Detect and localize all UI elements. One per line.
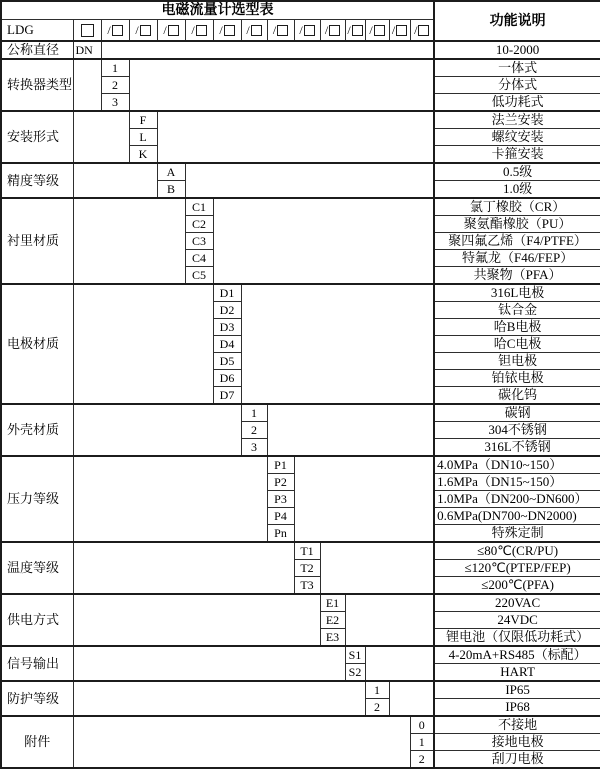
empty-box-icon: [418, 25, 429, 36]
option-description: 220VAC: [434, 594, 600, 612]
option-code: C3: [185, 233, 213, 250]
option-code: A: [157, 163, 185, 181]
option-code: E1: [320, 594, 345, 612]
option-description: 卡箍安装: [434, 146, 600, 164]
option-code: 2: [410, 751, 434, 769]
option-description: 钛合金: [434, 302, 600, 319]
option-description: 一体式: [434, 59, 600, 77]
empty-box-icon: [374, 25, 385, 36]
empty-cell: [157, 111, 434, 163]
model-code-cell: [73, 20, 101, 42]
option-description: ≤120℃(PTEP/FEP): [434, 560, 600, 577]
model-code-cell: /: [267, 20, 294, 42]
empty-cell: [267, 404, 434, 456]
option-description: 碳钢: [434, 404, 600, 422]
option-code: C5: [185, 267, 213, 285]
category-label: 供电方式: [1, 594, 73, 646]
empty-box-icon: [396, 25, 407, 36]
option-code: 2: [101, 77, 129, 94]
empty-box-icon: [81, 24, 94, 37]
category-label: 公称直径: [1, 41, 73, 59]
option-code: D1: [213, 284, 241, 302]
table-title: 电磁流量计选型表: [1, 1, 434, 20]
category-label: 温度等级: [1, 542, 73, 594]
empty-cell: [345, 594, 434, 646]
option-description: 螺纹安装: [434, 129, 600, 146]
option-description: 316L电极: [434, 284, 600, 302]
option-description: ≤80℃(CR/PU): [434, 542, 600, 560]
option-code: T2: [294, 560, 320, 577]
option-description: 分体式: [434, 77, 600, 94]
option-description: HART: [434, 664, 600, 682]
empty-cell: [73, 404, 241, 456]
option-code: D4: [213, 336, 241, 353]
empty-cell: [185, 163, 434, 198]
category-label: 转换器类型: [1, 59, 73, 111]
category-label: 防护等级: [1, 681, 73, 716]
option-description: 钽电极: [434, 353, 600, 370]
empty-box-icon: [224, 25, 235, 36]
category-label: 安装形式: [1, 111, 73, 163]
option-description: 聚氨酯橡胶（PU）: [434, 216, 600, 233]
model-code-cell: /: [213, 20, 241, 42]
option-code: F: [129, 111, 157, 129]
option-description: 接地电极: [434, 734, 600, 751]
empty-cell: [213, 198, 434, 284]
option-description: IP65: [434, 681, 600, 699]
option-description: 共聚物（PFA）: [434, 267, 600, 285]
option-code: 1: [241, 404, 267, 422]
option-description: 哈C电极: [434, 336, 600, 353]
option-code: E3: [320, 629, 345, 647]
option-code: 2: [365, 699, 389, 717]
option-description: 碳化钨: [434, 387, 600, 405]
empty-cell: [365, 646, 434, 681]
empty-cell: [241, 284, 434, 404]
option-code: C4: [185, 250, 213, 267]
empty-cell: [320, 542, 434, 594]
category-label: 电极材质: [1, 284, 73, 404]
option-code: 3: [241, 439, 267, 457]
option-description: 哈B电极: [434, 319, 600, 336]
option-description: IP68: [434, 699, 600, 717]
option-code: T1: [294, 542, 320, 560]
option-description: 法兰安装: [434, 111, 600, 129]
empty-cell: [73, 59, 101, 111]
option-description: 24VDC: [434, 612, 600, 629]
option-code: S1: [345, 646, 365, 664]
category-label: 附件: [1, 716, 73, 768]
empty-cell: [73, 594, 320, 646]
option-code: Pn: [267, 525, 294, 543]
option-code: 1: [365, 681, 389, 699]
option-code: D3: [213, 319, 241, 336]
option-description: 0.6MPa(DN700~DN2000): [434, 508, 600, 525]
option-code: 3: [101, 94, 129, 112]
category-label: 压力等级: [1, 456, 73, 542]
option-description: 不接地: [434, 716, 600, 734]
option-code: 2: [241, 422, 267, 439]
model-code-cell: /: [129, 20, 157, 42]
option-code: 1: [410, 734, 434, 751]
option-code: K: [129, 146, 157, 164]
option-description: 锂电池（仅限低功耗式）: [434, 629, 600, 647]
option-code: T3: [294, 577, 320, 595]
model-code-cell: /: [101, 20, 129, 42]
empty-cell: [73, 198, 185, 284]
option-description: 氯丁橡胶（CR）: [434, 198, 600, 216]
option-code: P4: [267, 508, 294, 525]
empty-cell: [73, 542, 294, 594]
empty-box-icon: [352, 25, 363, 36]
empty-cell: [389, 681, 434, 716]
option-code: E2: [320, 612, 345, 629]
option-description: ≤200℃(PFA): [434, 577, 600, 595]
empty-cell: [73, 111, 129, 163]
category-label: 精度等级: [1, 163, 73, 198]
option-code: C2: [185, 216, 213, 233]
option-code: L: [129, 129, 157, 146]
model-code-cell: /: [185, 20, 213, 42]
option-code: 1: [101, 59, 129, 77]
empty-cell: [73, 284, 213, 404]
option-description: 1.0级: [434, 181, 600, 199]
model-code-cell: /: [320, 20, 345, 42]
empty-box-icon: [251, 25, 262, 36]
empty-box-icon: [112, 25, 123, 36]
option-code: 0: [410, 716, 434, 734]
empty-cell: [129, 59, 434, 111]
model-prefix: LDG: [1, 20, 73, 42]
option-description: 0.5级: [434, 163, 600, 181]
model-code-cell: /: [389, 20, 410, 42]
option-code: C1: [185, 198, 213, 216]
model-code-cell: /: [410, 20, 434, 42]
option-description: 特殊定制: [434, 525, 600, 543]
category-label: 衬里材质: [1, 198, 73, 284]
option-description: 聚四氟乙烯（F4/PTFE）: [434, 233, 600, 250]
empty-cell: [294, 456, 434, 542]
option-code: D7: [213, 387, 241, 405]
option-code: P3: [267, 491, 294, 508]
category-label: 外壳材质: [1, 404, 73, 456]
empty-box-icon: [196, 25, 207, 36]
empty-box-icon: [304, 25, 315, 36]
option-code: D5: [213, 353, 241, 370]
option-code: S2: [345, 664, 365, 682]
empty-cell: [73, 646, 345, 681]
model-code-cell: /: [365, 20, 389, 42]
option-description: 1.6MPa（DN15~150）: [434, 474, 600, 491]
option-description: 304不锈钢: [434, 422, 600, 439]
option-description: 铂铱电极: [434, 370, 600, 387]
option-description: 10-2000: [434, 41, 600, 59]
empty-cell: [73, 456, 267, 542]
empty-cell: [73, 681, 365, 716]
option-code: P2: [267, 474, 294, 491]
empty-box-icon: [329, 25, 340, 36]
option-description: 特氟龙（F46/FEP）: [434, 250, 600, 267]
option-description: 4-20mA+RS485（标配）: [434, 646, 600, 664]
option-description: 低功耗式: [434, 94, 600, 112]
model-code-cell: /: [294, 20, 320, 42]
empty-cell: [73, 163, 157, 198]
option-description: 4.0MPa（DN10~150）: [434, 456, 600, 474]
empty-box-icon: [168, 25, 179, 36]
empty-cell: [101, 41, 434, 59]
function-column-header: 功能说明: [434, 1, 600, 41]
empty-box-icon: [277, 25, 288, 36]
model-code-cell: /: [157, 20, 185, 42]
model-code-cell: /: [345, 20, 365, 42]
category-label: 信号输出: [1, 646, 73, 681]
option-code: P1: [267, 456, 294, 474]
empty-cell: [73, 716, 410, 768]
option-description: 刮刀电极: [434, 751, 600, 769]
empty-box-icon: [140, 25, 151, 36]
option-code: D2: [213, 302, 241, 319]
option-description: 316L不锈钢: [434, 439, 600, 457]
option-code: B: [157, 181, 185, 199]
option-code: D6: [213, 370, 241, 387]
model-code-cell: /: [241, 20, 267, 42]
option-code: DN: [73, 41, 101, 59]
option-description: 1.0MPa（DN200~DN600）: [434, 491, 600, 508]
